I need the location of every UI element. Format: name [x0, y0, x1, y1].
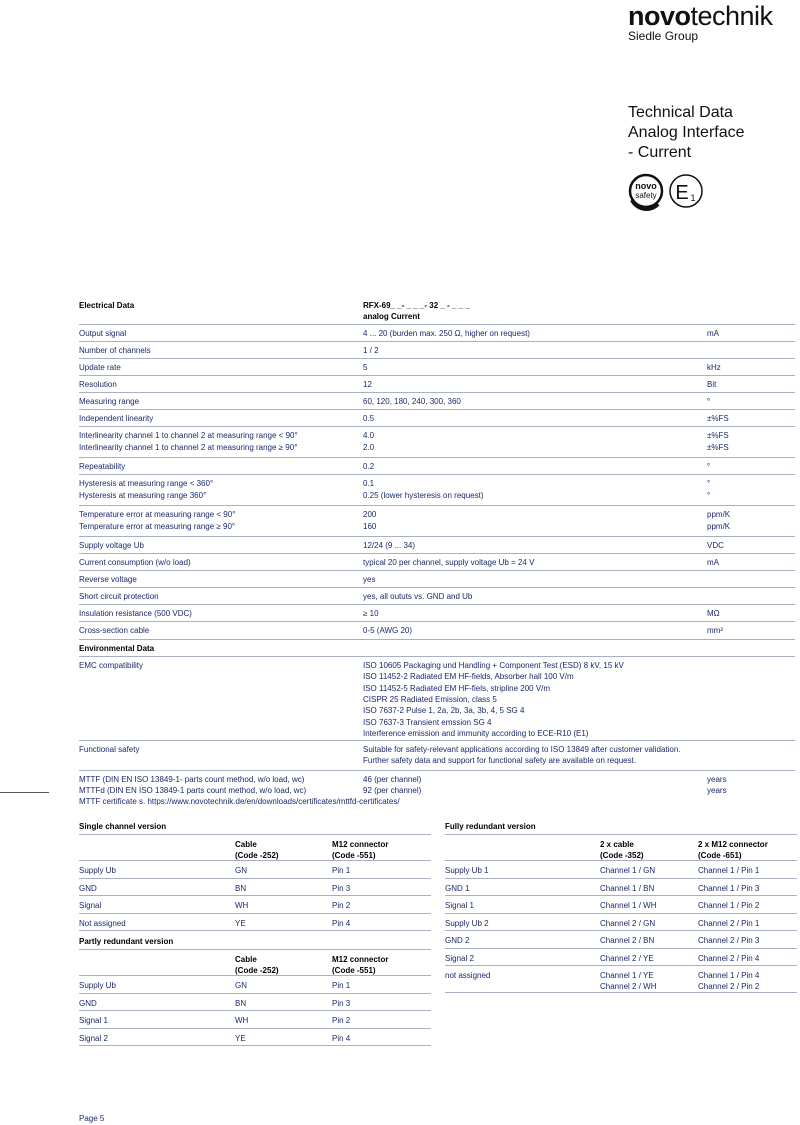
row-value: 0.5: [363, 414, 375, 423]
table-row: [79, 879, 431, 897]
page-number: Page 5: [79, 1114, 105, 1123]
table-row: [445, 896, 797, 914]
row-value: 2.0: [363, 443, 375, 452]
electrical-data-row: [79, 458, 795, 475]
pin-signal: Supply Ub 1: [445, 866, 489, 875]
table-row: [79, 976, 431, 994]
row-value: 12/24 (9 ... 34): [363, 541, 416, 550]
row-value: ISO 7637-3 Transient emssion SG 4: [363, 717, 492, 727]
table-column-header: (Code -252): [235, 966, 279, 975]
table-row: [445, 879, 797, 897]
row-unit: MΩ: [707, 609, 720, 618]
pin-cable: BN: [235, 998, 247, 1008]
table-row: [79, 896, 431, 914]
row-label: Current consumption (w/o load): [79, 558, 191, 567]
row-label: Interlinearity channel 1 to channel 2 at measuring range ≥ 90°: [79, 443, 298, 452]
pin-cable: Channel 2 / WH: [600, 982, 657, 991]
row-unit: ppm/K: [707, 510, 731, 519]
mttf-value: 46 (per channel): [363, 775, 422, 784]
pin-cable: YE: [235, 918, 246, 928]
pin-signal: Signal 1: [79, 1016, 108, 1025]
table-header-row: [445, 834, 797, 861]
row-unit: °: [707, 462, 711, 471]
row-label: Short circuit protection: [79, 592, 159, 601]
pin-cable: YE: [235, 1033, 246, 1043]
table-header-row: [79, 834, 431, 861]
pin-cable: Channel 1 / BN: [600, 883, 655, 893]
mttf-label: MTTF (DIN EN ISO 13849-1- parts count method, w/o load, wc): [79, 775, 305, 784]
electrical-data-title: Electrical Data: [79, 301, 135, 310]
pin-connector: Pin 3: [332, 998, 351, 1008]
row-label: Temperature error at measuring range ≥ 90°: [79, 522, 236, 531]
row-unit: ppm/K: [707, 522, 731, 531]
pin-connector: Pin 2: [332, 901, 351, 910]
title-line: Technical Data: [628, 104, 733, 121]
pin-signal: Signal 2: [79, 1033, 108, 1043]
row-value: 0.25 (lower hysteresis on request): [363, 491, 484, 500]
electrical-data-row: [79, 342, 795, 359]
badge-e-index: 1: [690, 193, 696, 203]
pin-connector: Pin 2: [332, 1016, 351, 1025]
row-label: Measuring range: [79, 397, 140, 406]
table-column-header: (Code -252): [235, 851, 279, 860]
pin-cable: BN: [235, 883, 247, 893]
pin-connector: Channel 2 / Pin 4: [698, 953, 760, 963]
pin-signal: GND 2: [445, 936, 470, 945]
row-value: 12: [363, 380, 372, 389]
row-label: Independent linearity: [79, 414, 154, 423]
pin-cable: Channel 1 / GN: [600, 866, 656, 875]
row-unit: mA: [707, 558, 719, 567]
pin-signal: GND 1: [445, 883, 470, 893]
pin-signal: Supply Ub: [79, 981, 116, 990]
electrical-data-row: [79, 410, 795, 427]
table-column-header: 2 x cable: [600, 840, 634, 849]
row-label: Hysteresis at measuring range 360°: [79, 491, 207, 500]
electrical-data-row: [79, 554, 795, 571]
row-label: EMC compatibility: [79, 661, 144, 670]
pin-connector: Channel 2 / Pin 1: [698, 918, 760, 928]
table-row: [79, 861, 431, 879]
row-value: ISO 11452-5 Radiated EM HF-fiels, stripline 200 V/m: [363, 683, 551, 693]
row-label: Temperature error at measuring range < 90°: [79, 510, 236, 519]
environmental-data-title: Environmental Data: [79, 644, 155, 653]
pin-cable: GN: [235, 981, 247, 990]
certification-badges: [628, 172, 718, 212]
electrical-data-row: [79, 427, 795, 458]
mttfd-label: MTTFd (DIN EN ISO 13849-1 parts count method, w/o load, wc): [79, 786, 307, 795]
pin-connector: Pin 1: [332, 866, 351, 875]
row-value: 200: [363, 510, 377, 519]
row-unit: Bit: [707, 380, 717, 389]
row-value: CISPR 25 Radiated Emission, class 5: [363, 694, 497, 704]
table-row: [79, 1029, 431, 1047]
electrical-data-row: [79, 605, 795, 622]
row-unit: mm²: [707, 626, 723, 635]
pin-cable: Channel 1 / YE: [600, 971, 654, 980]
table-row: [445, 949, 797, 967]
electrical-data-row: [79, 393, 795, 410]
pin-cable: WH: [235, 901, 249, 910]
pin-signal: Not assigned: [79, 918, 126, 928]
mttf-unit: years: [707, 775, 727, 784]
novo-safety-badge-icon: [630, 175, 662, 209]
electrical-data-row: [79, 588, 795, 605]
title-line: Analog Interface: [628, 124, 745, 141]
pin-signal: Supply Ub 2: [445, 918, 489, 928]
margin-separator: [0, 792, 49, 793]
pin-cable: Channel 2 / YE: [600, 953, 654, 963]
row-unit: ±%FS: [707, 431, 729, 440]
table-column-header: (Code -551): [332, 851, 376, 860]
row-value: ISO 11452-2 Radiated EM HF-fields, Absorber hall 100 V/m: [363, 672, 574, 682]
row-label: Repeatability: [79, 462, 126, 471]
title-line: - Current: [628, 144, 692, 161]
table-column-header: Cable: [235, 840, 257, 849]
brand-bold: novo: [628, 1, 691, 31]
row-value: typical 20 per channel, supply voltage Ub = 24 V: [363, 558, 535, 567]
pin-cable: WH: [235, 1016, 249, 1025]
row-value: 0.1: [363, 479, 375, 488]
row-label: Output signal: [79, 329, 127, 338]
row-label: Interlinearity channel 1 to channel 2 at measuring range < 90°: [79, 431, 298, 440]
row-unit: °: [707, 479, 711, 488]
row-value: 4 ... 20 (burden max. 250 Ω, higher on request): [363, 329, 530, 338]
row-label: Insulation resistance (500 VDC): [79, 609, 192, 618]
table-column-header: (Code -651): [698, 851, 742, 860]
row-value: Interference emission and immunity according to ECE-R10 (E1): [363, 728, 589, 738]
pin-signal: Signal 1: [445, 901, 474, 910]
fully-table-title: Fully redundant version: [445, 822, 536, 831]
pin-signal: GND: [79, 998, 97, 1008]
pin-connector: Pin 4: [332, 1033, 351, 1043]
electrical-data-row: [79, 359, 795, 376]
row-value: Further safety data and support for functional safety are available on request.: [363, 756, 637, 766]
pin-connector: Channel 1 / Pin 1: [698, 866, 760, 875]
row-unit: mA: [707, 329, 719, 338]
row-value: 0.2: [363, 462, 375, 471]
row-unit: ±%FS: [707, 414, 729, 423]
single-table-title: Single channel version: [79, 822, 167, 831]
row-value: 1 / 2: [363, 346, 379, 355]
row-value: ≥ 10: [363, 609, 379, 618]
table-row: [79, 914, 431, 932]
partly-table-title: Partly redundant version: [79, 937, 174, 946]
electrical-data-row: [79, 506, 795, 537]
row-unit: VDC: [707, 541, 724, 550]
table-column-header: M12 connector: [332, 840, 389, 849]
row-value: 160: [363, 522, 377, 531]
table-column-header: 2 x M12 connector: [698, 840, 768, 849]
electrical-data-row: [79, 475, 795, 506]
table-column-header: (Code -551): [332, 966, 376, 975]
row-label: Supply voltage Ub: [79, 541, 144, 550]
electrical-data-row: [79, 376, 795, 393]
row-value: ISO 10605 Packaging und Handling + Component Test (ESD) 8 kV, 15 kV: [363, 661, 624, 670]
novotechnik-logo: [628, 2, 773, 42]
pin-signal: not assigned: [445, 971, 491, 980]
table-row: [445, 914, 797, 932]
row-unit: °: [707, 397, 711, 406]
table-row: [445, 931, 797, 949]
electrical-data-row: [79, 622, 795, 640]
badge-safety-text: safety: [635, 191, 657, 200]
pin-cable: GN: [235, 866, 247, 875]
pin-connector: Channel 2 / Pin 2: [698, 982, 760, 991]
row-value: Suitable for safety-relevant applications according to ISO 13849 after customer validation.: [363, 745, 681, 754]
row-value: 60, 120, 180, 240, 300, 360: [363, 397, 461, 406]
electrical-data-row: [79, 571, 795, 588]
table-row: [445, 966, 797, 993]
table-column-header: Cable: [235, 955, 257, 964]
pin-signal: Signal: [79, 901, 102, 910]
row-value: yes, all oututs vs. GND and Ub: [363, 592, 473, 601]
row-unit: ±%FS: [707, 443, 729, 452]
pin-connector: Pin 4: [332, 918, 351, 928]
badge-novo-text: novo: [635, 181, 657, 191]
table-column-header: (Code -352): [600, 851, 644, 860]
brand-group: Siedle Group: [628, 29, 699, 43]
table-row: [445, 861, 797, 879]
e1-approval-icon: [670, 175, 702, 207]
document-title: [628, 103, 745, 163]
row-label: Reverse voltage: [79, 575, 137, 584]
row-value: ISO 7637-2 Pulse 1, 2a, 2b, 3a, 3b, 4, 5 SG 4: [363, 706, 525, 716]
product-code: RFX-69_ _- _ _ _- 32 _ - _ _ _: [363, 301, 470, 310]
row-value: 0-5 (AWG 20): [363, 626, 413, 635]
pin-connector: Channel 1 / Pin 2: [698, 901, 760, 910]
row-label: Number of channels: [79, 346, 151, 355]
row-value: yes: [363, 575, 376, 584]
environmental-data-row: [79, 657, 795, 741]
pin-connector: Channel 1 / Pin 4: [698, 971, 760, 980]
table-column-header: M12 connector: [332, 955, 389, 964]
pin-connector: Pin 3: [332, 883, 351, 893]
pin-cable: Channel 2 / BN: [600, 936, 655, 945]
product-variant: analog Current: [363, 312, 420, 321]
badge-e-letter: E: [675, 182, 689, 204]
environmental-data-header: [79, 640, 795, 657]
table-row: [79, 994, 431, 1012]
row-label: Functional safety: [79, 745, 140, 754]
brand-light: technik: [690, 1, 773, 31]
table-header-row: [79, 949, 431, 976]
pin-cable: Channel 2 / GN: [600, 918, 656, 928]
brand-name: [628, 2, 773, 30]
row-value: 4.0: [363, 431, 375, 440]
row-label: Cross-section cable: [79, 626, 150, 635]
pin-cable: Channel 1 / WH: [600, 901, 657, 910]
mttfd-value: 92 (per channel): [363, 786, 422, 795]
row-unit: °: [707, 491, 711, 500]
pin-connector: Pin 1: [332, 981, 351, 990]
pin-connector: Channel 1 / Pin 3: [698, 883, 760, 893]
mttfd-unit: years: [707, 786, 727, 795]
table-row: [79, 1011, 431, 1029]
mttf-certificate-link[interactable]: MTTF certificate s. https://www.novotechnik.de/en/downloads/certificates/mttfd-certificates/: [79, 797, 400, 806]
row-value: 5: [363, 363, 368, 372]
row-unit: kHz: [707, 363, 721, 372]
row-label: Update rate: [79, 363, 121, 372]
electrical-data-row: [79, 537, 795, 554]
pin-signal: Supply Ub: [79, 866, 116, 875]
environmental-data-row: [79, 741, 795, 771]
mttf-block: [79, 771, 795, 807]
row-label: Hysteresis at measuring range < 360°: [79, 479, 214, 488]
pin-signal: Signal 2: [445, 953, 474, 963]
electrical-data-row: [79, 325, 795, 342]
pin-connector: Channel 2 / Pin 3: [698, 936, 760, 945]
pin-signal: GND: [79, 883, 97, 893]
electrical-data-header: [79, 297, 795, 325]
row-label: Resolution: [79, 380, 117, 389]
